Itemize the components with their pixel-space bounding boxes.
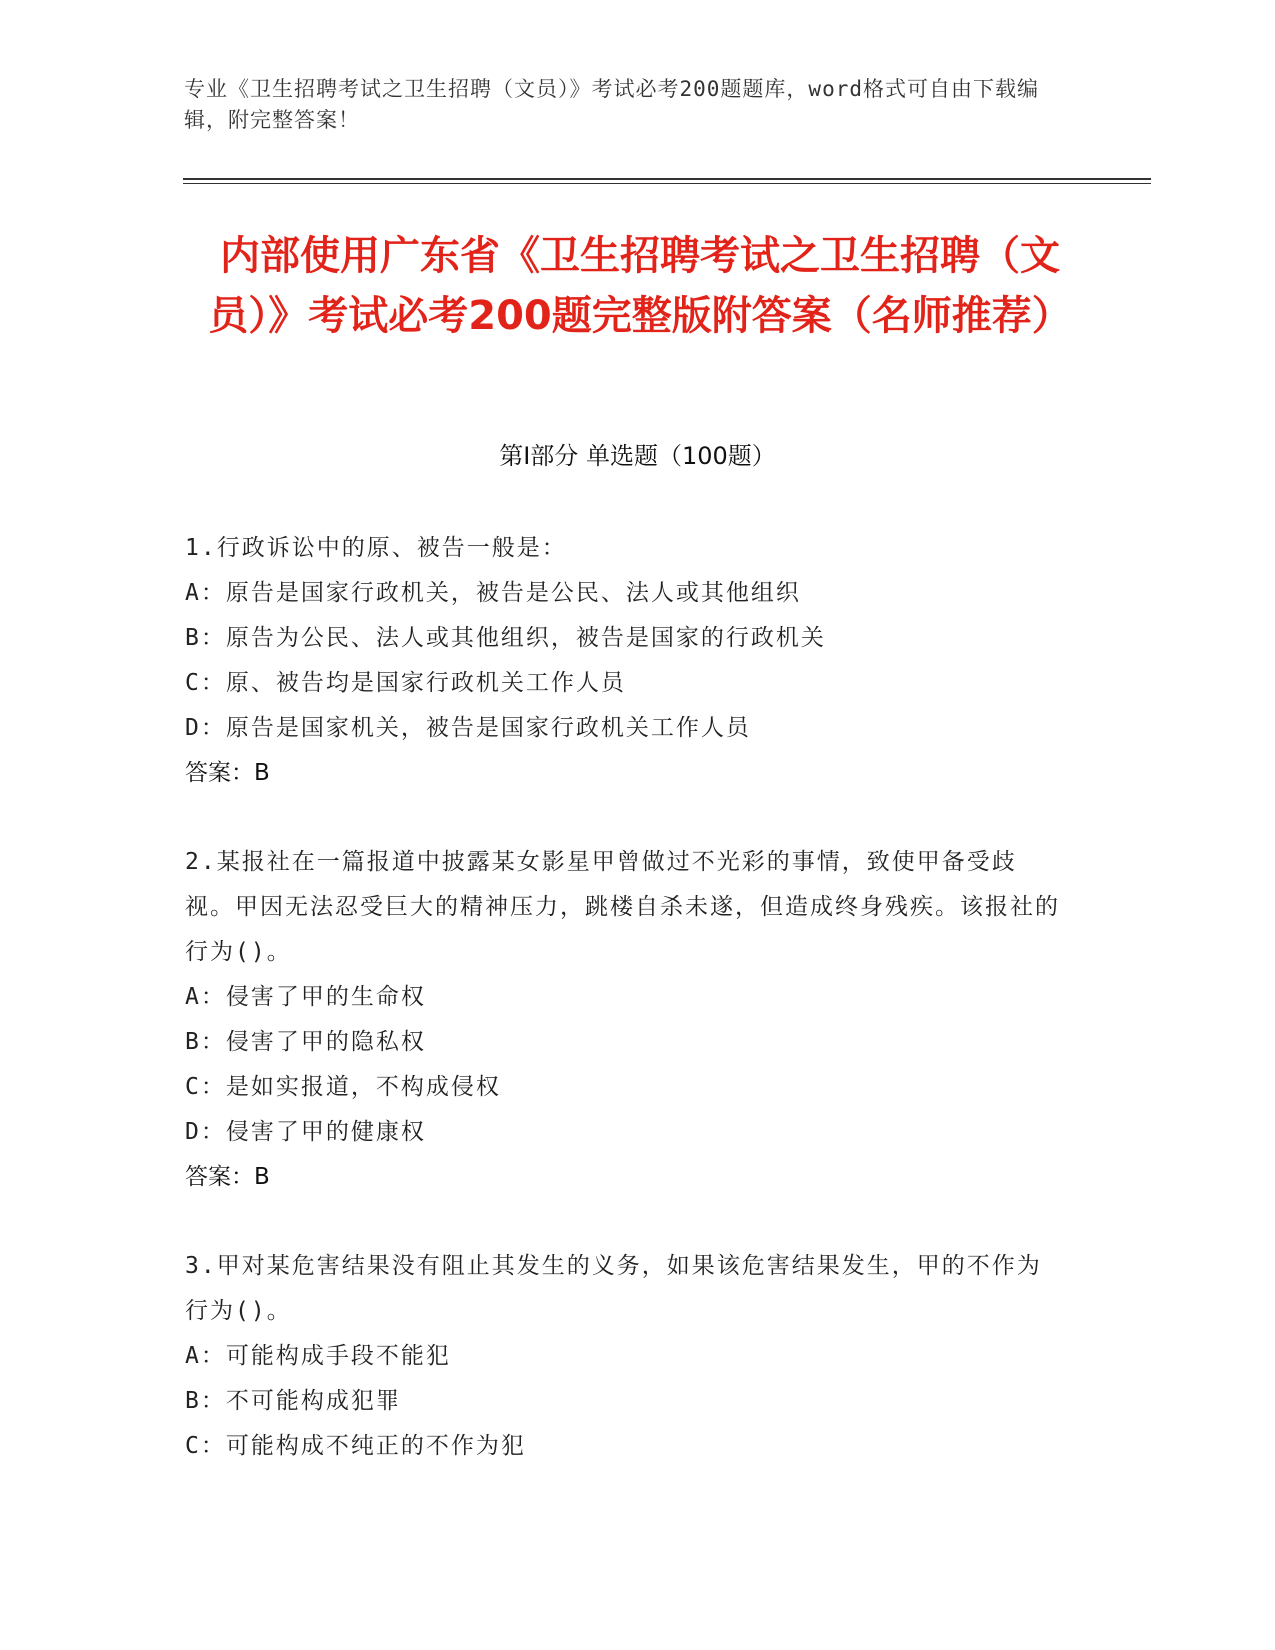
header-divider-thin (183, 183, 1151, 184)
document-title: 内部使用广东省《卫生招聘考试之卫生招聘（文员）》考试必考200题完整版附答案（名师推荐） (208, 233, 1072, 339)
question-stem: 3.甲对某危害结果没有阻止其发生的义务，如果该危害结果发生，甲的不作为行为()。 (185, 1253, 1042, 1324)
question-stem: 2.某报社在一篇报道中披露某女影星甲曾做过不光彩的事情，致使甲备受歧视。甲因无法忍受巨大的精神压力，跳楼自杀未遂，但造成终身残疾。该报社的行为()。 (185, 849, 1060, 965)
option-b: B：侵害了甲的隐私权 (185, 1029, 426, 1055)
option-c: C：可能构成不纯正的不作为犯 (185, 1433, 526, 1459)
question-list (185, 526, 1065, 1513)
question-2 (185, 840, 1065, 1200)
option-c: C：原、被告均是国家行政机关工作人员 (185, 670, 626, 696)
option-b: B：不可能构成犯罪 (185, 1388, 401, 1414)
option-a: A：侵害了甲的生命权 (185, 984, 426, 1010)
header-note: 专业《卫生招聘考试之卫生招聘（文员）》考试必考200题题库，word格式可自由下载编辑，附完整答案！ (184, 77, 1039, 132)
option-a: A：可能构成手段不能犯 (185, 1343, 451, 1369)
answer: 答案：B (185, 760, 270, 786)
answer: 答案：B (185, 1164, 270, 1190)
option-c: C：是如实报道，不构成侵权 (185, 1074, 501, 1100)
header-divider-thick (183, 178, 1151, 180)
section-heading: 第I部分 单选题（100题） (499, 442, 776, 470)
option-d: D：侵害了甲的健康权 (185, 1119, 426, 1145)
option-b: B：原告为公民、法人或其他组织，被告是国家的行政机关 (185, 625, 826, 651)
option-d: D：原告是国家机关，被告是国家行政机关工作人员 (185, 715, 751, 741)
question-stem: 1.行政诉讼中的原、被告一般是： (185, 535, 567, 561)
question-3 (185, 1244, 1065, 1469)
option-a: A：原告是国家行政机关，被告是公民、法人或其他组织 (185, 580, 801, 606)
question-1 (185, 526, 1065, 796)
